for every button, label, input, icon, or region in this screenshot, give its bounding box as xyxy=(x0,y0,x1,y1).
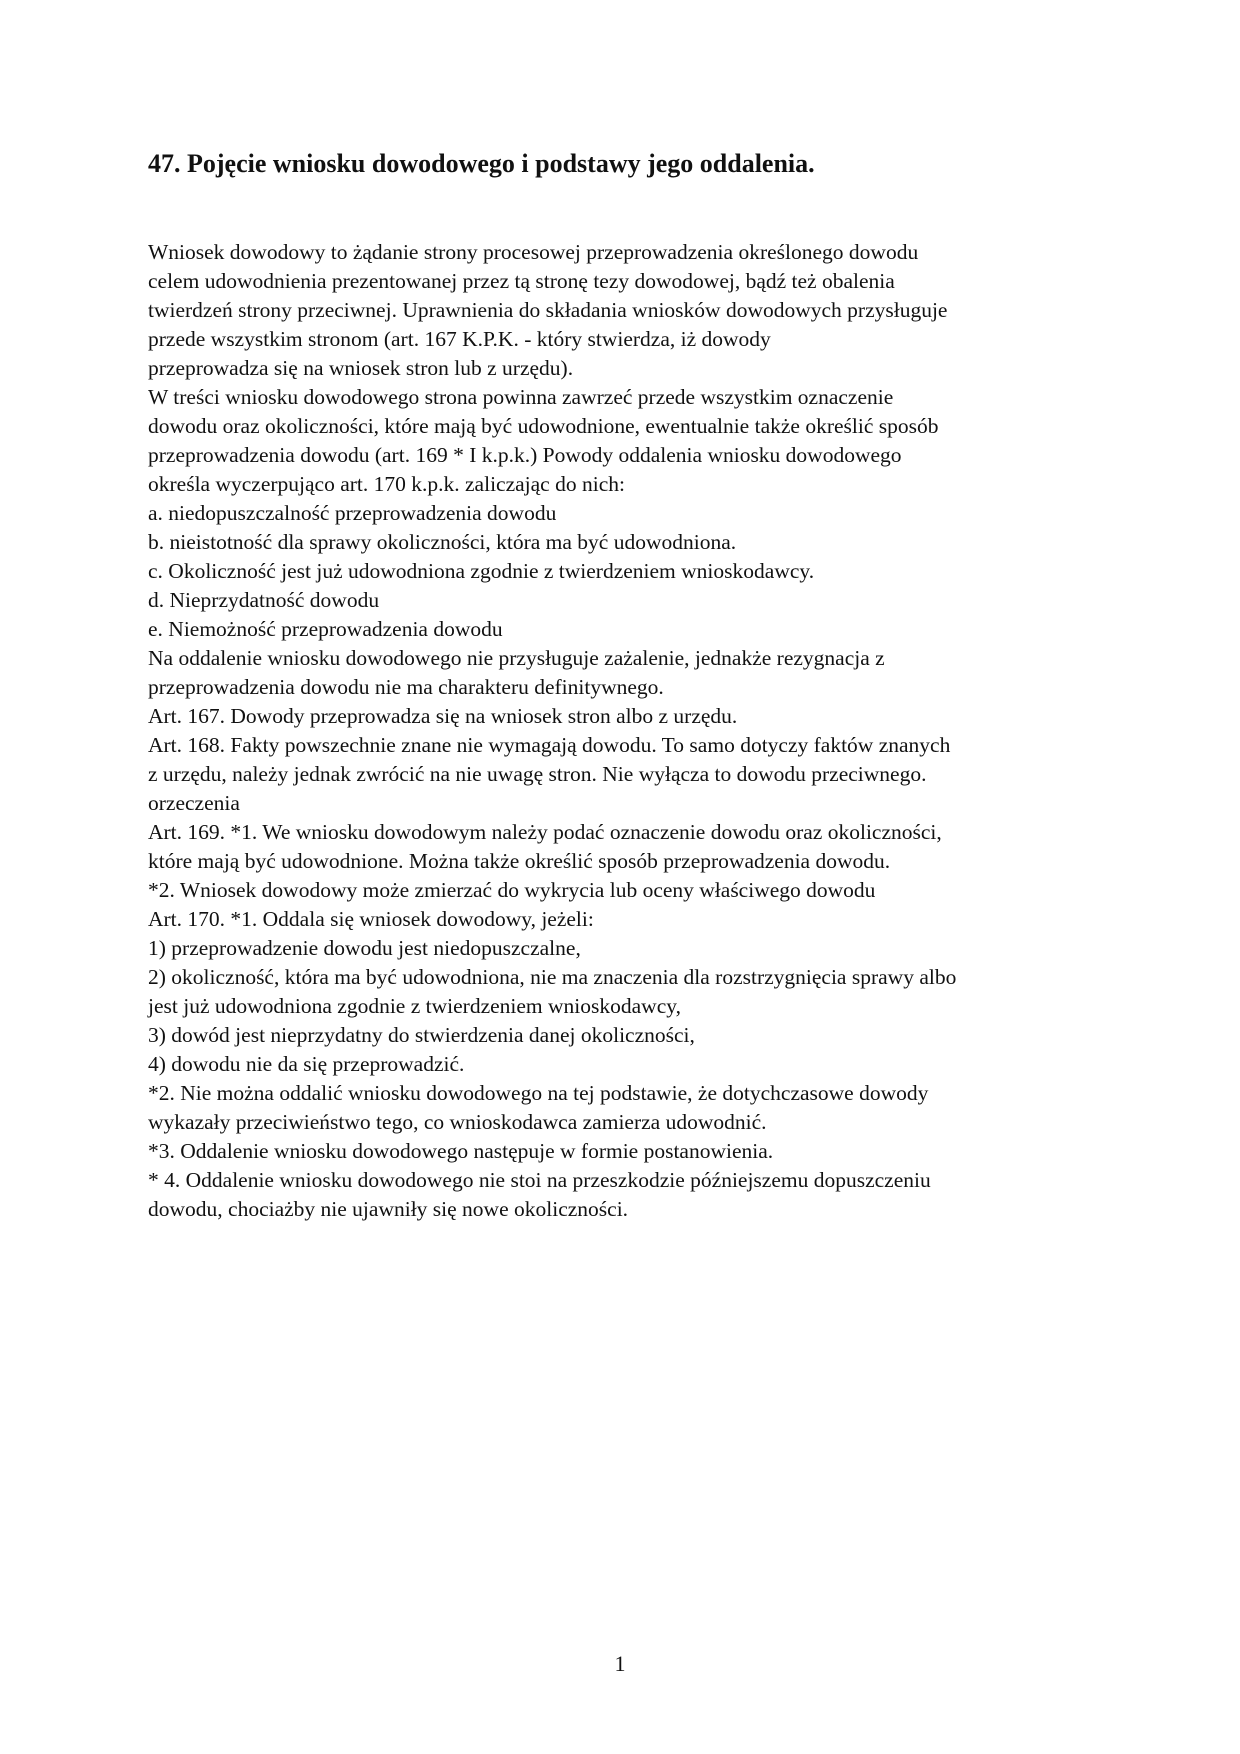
text-line: Art. 170. *1. Oddala się wniosek dowodowy, jeżeli: xyxy=(148,907,594,931)
list-item: 4) dowodu nie da się przeprowadzić. xyxy=(148,1052,465,1076)
text-line: W treści wniosku dowodowego strona powinna zawrzeć przede wszystkim oznaczenie xyxy=(148,385,894,409)
text-line: Art. 168. Fakty powszechnie znane nie wymagają dowodu. To samo dotyczy faktów znanych xyxy=(148,733,951,757)
document-heading: 47. Pojęcie wniosku dowodowego i podstawy jego oddalenia. xyxy=(148,149,815,178)
text-line: dowodu, chociażby nie ujawniły się nowe okoliczności. xyxy=(148,1197,629,1221)
text-line: wykazały przeciwieństwo tego, co wnioskodawca zamierza udowodnić. xyxy=(148,1110,767,1134)
list-item: e. Niemożność przeprowadzenia dowodu xyxy=(148,617,503,641)
text-line: przeprowadzenia dowodu nie ma charakteru definitywnego. xyxy=(148,675,664,699)
list-item: a. niedopuszczalność przeprowadzenia dowodu xyxy=(148,501,557,525)
text-line: określa wyczerpująco art. 170 k.p.k. zaliczając do nich: xyxy=(148,472,625,496)
text-line: przede wszystkim stronom (art. 167 K.P.K. - który stwierdza, iż dowody xyxy=(148,327,771,351)
text-line: Wniosek dowodowy to żądanie strony procesowej przeprowadzenia określonego dowodu xyxy=(148,240,919,264)
text-line: Na oddalenie wniosku dowodowego nie przysługuje zażalenie, jednakże rezygnacja z xyxy=(148,646,885,670)
list-item: d. Nieprzydatność dowodu xyxy=(148,588,380,612)
list-item: c. Okoliczność jest już udowodniona zgodnie z twierdzeniem wnioskodawcy. xyxy=(148,559,815,583)
text-line: przeprowadza się na wniosek stron lub z urzędu). xyxy=(148,356,574,380)
text-line: przeprowadzenia dowodu (art. 169 * I k.p.k.) Powody oddalenia wniosku dowodowego xyxy=(148,443,902,467)
page-number: 1 xyxy=(614,1651,626,1676)
list-item: 3) dowód jest nieprzydatny do stwierdzenia danej okoliczności, xyxy=(148,1023,695,1047)
list-item: 1) przeprowadzenie dowodu jest niedopuszczalne, xyxy=(148,936,581,960)
text-line: Art. 169. *1. We wniosku dowodowym należy podać oznaczenie dowodu oraz okoliczności, xyxy=(148,820,942,844)
text-line: dowodu oraz okoliczności, które mają być udowodnione, ewentualnie także określić sposób xyxy=(148,414,939,438)
text-line: które mają być udowodnione. Można także określić sposób przeprowadzenia dowodu. xyxy=(148,849,891,873)
text-line: *2. Nie można oddalić wniosku dowodowego na tej podstawie, że dotychczasowe dowody xyxy=(148,1081,929,1105)
text-line: orzeczenia xyxy=(148,791,240,815)
text-line: *3. Oddalenie wniosku dowodowego następuje w formie postanowienia. xyxy=(148,1139,774,1163)
text-line: twierdzeń strony przeciwnej. Uprawnienia do składania wniosków dowodowych przysługuje xyxy=(148,298,948,322)
text-line: Art. 167. Dowody przeprowadza się na wniosek stron albo z urzędu. xyxy=(148,704,738,728)
text-line: z urzędu, należy jednak zwrócić na nie uwagę stron. Nie wyłącza to dowodu przeciwnego. xyxy=(148,762,927,786)
list-item: 2) okoliczność, która ma być udowodniona, nie ma znaczenia dla rozstrzygnięcia sprawy albo xyxy=(148,965,957,989)
document-body xyxy=(148,238,1108,1224)
text-line: celem udowodnienia prezentowanej przez tą stronę tezy dowodowej, bądź też obalenia xyxy=(148,269,895,293)
text-line: jest już udowodniona zgodnie z twierdzeniem wnioskodawcy, xyxy=(148,994,681,1018)
list-item: b. nieistotność dla sprawy okoliczności, która ma być udowodniona. xyxy=(148,530,737,554)
text-line: * 4. Oddalenie wniosku dowodowego nie stoi na przeszkodzie późniejszemu dopuszczeniu xyxy=(148,1168,931,1192)
text-line: *2. Wniosek dowodowy może zmierzać do wykrycia lub oceny właściwego dowodu xyxy=(148,878,876,902)
